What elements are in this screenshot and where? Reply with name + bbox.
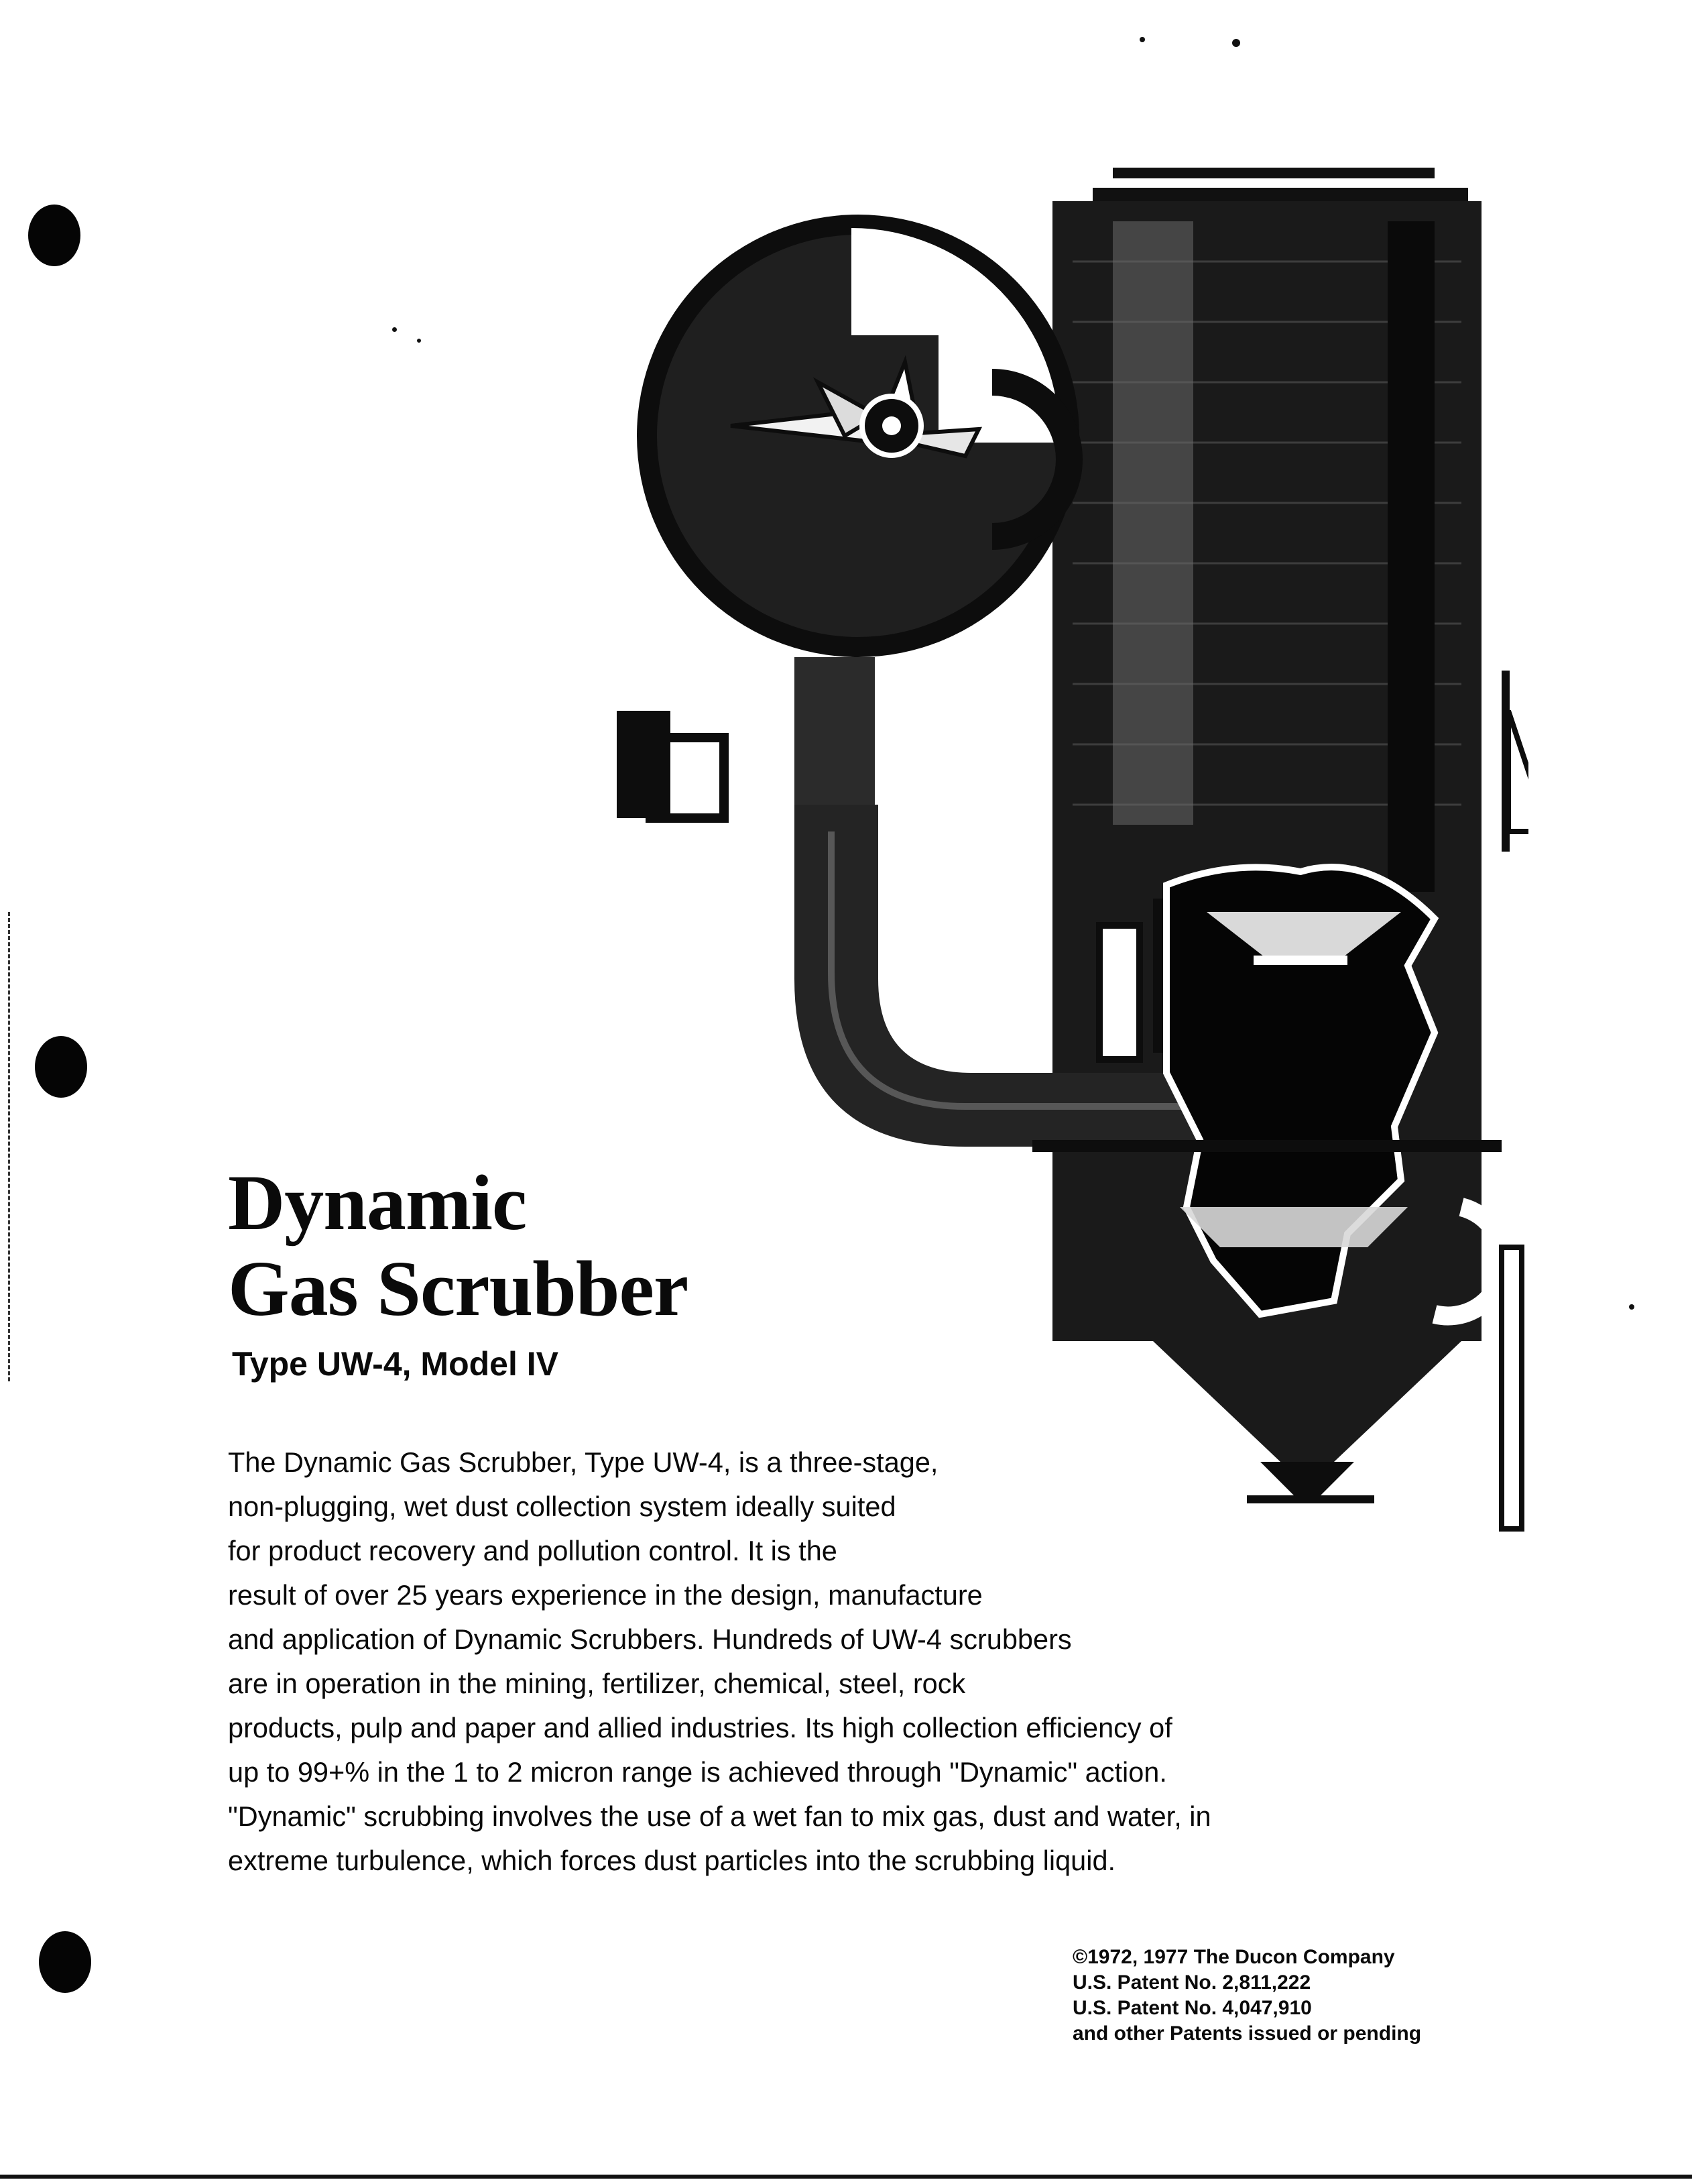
body-line: are in operation in the mining, fertilizer, chemical, steel, rock xyxy=(228,1668,966,1699)
scan-speck xyxy=(392,327,397,332)
scan-speck xyxy=(1140,37,1145,42)
body-paragraph xyxy=(228,1440,1211,1883)
scan-speck xyxy=(417,339,421,343)
punch-hole xyxy=(28,205,80,266)
body-line: result of over 25 years experience in the design, manufacture xyxy=(228,1579,983,1611)
scan-speck xyxy=(1232,39,1240,47)
patent-line: U.S. Patent No. 4,047,910 xyxy=(1073,1997,1312,2019)
body-line: "Dynamic" scrubbing involves the use of a wet fan to mix gas, dust and water, in xyxy=(228,1800,1211,1832)
copyright-patent-block xyxy=(1073,1945,1421,2047)
scrubber-cutaway-illustration xyxy=(563,161,1528,1623)
body-line: products, pulp and paper and allied industries. Its high collection efficiency of xyxy=(228,1712,1172,1743)
document-title xyxy=(228,1160,688,1332)
body-line: non-plugging, wet dust collection system ideally suited xyxy=(228,1491,896,1522)
title-line-2: Gas Scrubber xyxy=(228,1245,688,1332)
body-line: up to 99+% in the 1 to 2 micron range is achieved through "Dynamic" action. xyxy=(228,1756,1167,1788)
document-subtitle: Type UW-4, Model IV xyxy=(232,1345,558,1383)
top-flange xyxy=(1093,188,1468,201)
patent-line: U.S. Patent No. 2,811,222 xyxy=(1073,1971,1311,1994)
copyright-line: ©1972, 1977 The Ducon Company xyxy=(1073,1946,1395,1968)
scan-edge-marks xyxy=(8,912,13,1381)
punch-hole xyxy=(35,1036,87,1098)
punch-hole xyxy=(39,1931,91,1993)
patent-line: and other Patents issued or pending xyxy=(1073,2022,1422,2045)
body-line: extreme turbulence, which forces dust particles into the scrubbing liquid. xyxy=(228,1845,1116,1876)
bottom-edge-rule xyxy=(0,2175,1692,2179)
body-line: and application of Dynamic Scrubbers. Hundreds of UW-4 scrubbers xyxy=(228,1623,1072,1655)
body-line: for product recovery and pollution control. It is the xyxy=(228,1535,837,1566)
body-line: The Dynamic Gas Scrubber, Type UW-4, is a three-stage, xyxy=(228,1446,939,1478)
discharge-nozzle xyxy=(1260,1462,1354,1495)
top-cap xyxy=(1113,168,1435,178)
scan-speck xyxy=(1629,1304,1634,1310)
title-line-1: Dynamic xyxy=(228,1159,527,1247)
